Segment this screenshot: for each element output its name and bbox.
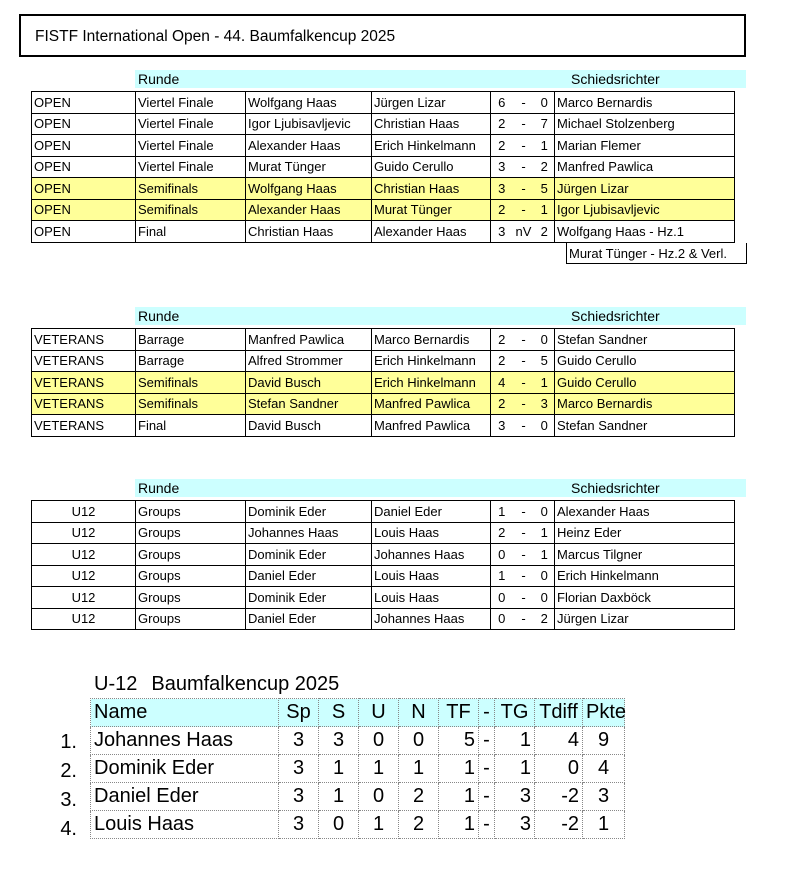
match-row	[32, 415, 735, 437]
score1-cell: 0	[491, 587, 513, 609]
standings-pkte-cell: 3	[583, 783, 625, 811]
standings-tf-cell: 5	[439, 727, 479, 755]
standings-sp-cell: 3	[279, 811, 319, 839]
score-separator: -	[513, 178, 535, 200]
round-cell: Groups	[136, 544, 246, 566]
match-row	[32, 544, 735, 566]
referee-cell: Florian Daxböck	[555, 587, 735, 609]
player1-cell: Alexander Haas	[246, 199, 372, 221]
referee-cell: Manfred Pawlica	[555, 156, 735, 178]
referee-cell: Marian Flemer	[555, 135, 735, 157]
category-cell: VETERANS	[32, 350, 136, 372]
round-cell: Semifinals	[136, 199, 246, 221]
rank-label: 4.	[60, 818, 77, 840]
score2-cell: 5	[535, 350, 555, 372]
standings-s-cell: 1	[319, 755, 359, 783]
extra-referee-note: Murat Tünger - Hz.2 & Verl.	[566, 243, 747, 264]
player2-cell: Manfred Pawlica	[372, 415, 491, 437]
standings-sep-cell: -	[479, 811, 495, 839]
match-row	[32, 178, 735, 200]
category-cell: VETERANS	[32, 415, 136, 437]
standings-sep-cell: -	[479, 755, 495, 783]
player2-cell: Alexander Haas	[372, 221, 491, 243]
category-cell: OPEN	[32, 92, 136, 114]
standings-n-cell: 2	[399, 811, 439, 839]
score-separator: -	[513, 372, 535, 394]
standings-sep-cell: -	[479, 727, 495, 755]
column-header: Pkte	[583, 699, 625, 727]
score1-cell: 3	[491, 221, 513, 243]
standings-title	[94, 673, 339, 696]
player1-cell: Wolfgang Haas	[246, 92, 372, 114]
rank-label: 2.	[60, 760, 77, 782]
player2-cell: Johannes Haas	[372, 608, 491, 630]
standings-sp-cell: 3	[279, 783, 319, 811]
score-separator: -	[513, 544, 535, 566]
round-cell: Barrage	[136, 350, 246, 372]
standings-title-category: U-12	[94, 673, 138, 695]
category-cell: U12	[32, 522, 136, 544]
score2-cell: 5	[535, 178, 555, 200]
round-cell: Groups	[136, 501, 246, 523]
standings-tf-cell: 1	[439, 811, 479, 839]
rank-label: 1.	[60, 731, 77, 753]
referee-cell: Alexander Haas	[555, 501, 735, 523]
round-cell: Groups	[136, 587, 246, 609]
standings-tf-cell: 1	[439, 755, 479, 783]
player2-cell: Christian Haas	[372, 178, 491, 200]
match-row	[32, 501, 735, 523]
player1-cell: Igor Ljubisavljevic	[246, 113, 372, 135]
category-cell: OPEN	[32, 156, 136, 178]
open-matches-table	[31, 91, 735, 243]
player2-cell: Louis Haas	[372, 587, 491, 609]
standings-pkte-cell: 4	[583, 755, 625, 783]
column-header: Tdiff	[535, 699, 583, 727]
referee-cell: Marco Bernardis	[555, 393, 735, 415]
match-row	[32, 113, 735, 135]
referee-cell: Heinz Eder	[555, 522, 735, 544]
column-header: -	[479, 699, 495, 727]
standings-s-cell: 3	[319, 727, 359, 755]
column-header: U	[359, 699, 399, 727]
score1-cell: 6	[491, 92, 513, 114]
column-header: TG	[495, 699, 535, 727]
standings-name-cell: Daniel Eder	[91, 783, 279, 811]
round-cell: Groups	[136, 565, 246, 587]
player1-cell: Dominik Eder	[246, 587, 372, 609]
score1-cell: 3	[491, 156, 513, 178]
standings-name-cell: Johannes Haas	[91, 727, 279, 755]
standings-row	[91, 811, 625, 839]
standings-tf-cell: 1	[439, 783, 479, 811]
player1-cell: Johannes Haas	[246, 522, 372, 544]
standings-tdiff-cell: 4	[535, 727, 583, 755]
standings-pkte-cell: 9	[583, 727, 625, 755]
veterans-header	[135, 307, 746, 325]
score2-cell: 0	[535, 329, 555, 351]
match-row	[32, 608, 735, 630]
score2-cell: 0	[535, 565, 555, 587]
referee-cell: Jürgen Lizar	[555, 608, 735, 630]
match-row	[32, 156, 735, 178]
round-cell: Groups	[136, 522, 246, 544]
player1-cell: David Busch	[246, 372, 372, 394]
standings-n-cell: 2	[399, 783, 439, 811]
round-header: Runde	[138, 480, 180, 496]
score1-cell: 2	[491, 199, 513, 221]
player2-cell: Erich Hinkelmann	[372, 350, 491, 372]
standings-u-cell: 1	[359, 811, 399, 839]
standings-tg-cell: 1	[495, 755, 535, 783]
score1-cell: 0	[491, 608, 513, 630]
score-separator: -	[513, 156, 535, 178]
score1-cell: 2	[491, 350, 513, 372]
score-separator: -	[513, 608, 535, 630]
category-cell: OPEN	[32, 221, 136, 243]
open-header	[135, 70, 746, 88]
score-separator: -	[513, 415, 535, 437]
player2-cell: Erich Hinkelmann	[372, 135, 491, 157]
round-cell: Final	[136, 221, 246, 243]
standings-sp-cell: 3	[279, 755, 319, 783]
round-cell: Semifinals	[136, 372, 246, 394]
standings-tdiff-cell: -2	[535, 783, 583, 811]
category-cell: OPEN	[32, 178, 136, 200]
match-row	[32, 350, 735, 372]
referee-header: Schiedsrichter	[571, 480, 660, 496]
score-separator: -	[513, 501, 535, 523]
player1-cell: Dominik Eder	[246, 501, 372, 523]
score1-cell: 4	[491, 372, 513, 394]
match-row	[32, 199, 735, 221]
player1-cell: Daniel Eder	[246, 565, 372, 587]
player1-cell: Dominik Eder	[246, 544, 372, 566]
score-separator: -	[513, 522, 535, 544]
round-cell: Groups	[136, 608, 246, 630]
score1-cell: 1	[491, 501, 513, 523]
score-separator: -	[513, 393, 535, 415]
standings-u-cell: 0	[359, 783, 399, 811]
score2-cell: 0	[535, 92, 555, 114]
score-separator: -	[513, 587, 535, 609]
match-row	[32, 92, 735, 114]
score2-cell: 2	[535, 608, 555, 630]
standings-header-row	[91, 699, 625, 727]
standings-n-cell: 0	[399, 727, 439, 755]
match-row	[32, 329, 735, 351]
column-header: N	[399, 699, 439, 727]
standings-row	[91, 755, 625, 783]
player1-cell: Alexander Haas	[246, 135, 372, 157]
score1-cell: 2	[491, 113, 513, 135]
score-separator: -	[513, 199, 535, 221]
category-cell: VETERANS	[32, 372, 136, 394]
column-header: Name	[91, 699, 279, 727]
category-cell: OPEN	[32, 199, 136, 221]
category-cell: U12	[32, 608, 136, 630]
referee-cell: Guido Cerullo	[555, 350, 735, 372]
score1-cell: 3	[491, 178, 513, 200]
category-cell: VETERANS	[32, 329, 136, 351]
score1-cell: 2	[491, 135, 513, 157]
standings-row	[91, 783, 625, 811]
score-separator: -	[513, 92, 535, 114]
referee-header: Schiedsrichter	[571, 308, 660, 324]
score2-cell: 1	[535, 544, 555, 566]
standings-tg-cell: 1	[495, 727, 535, 755]
standings-sep-cell: -	[479, 783, 495, 811]
category-cell: U12	[32, 544, 136, 566]
standings-name-cell: Louis Haas	[91, 811, 279, 839]
category-cell: U12	[32, 501, 136, 523]
standings-table	[90, 698, 625, 839]
player2-cell: Murat Tünger	[372, 199, 491, 221]
player1-cell: Murat Tünger	[246, 156, 372, 178]
referee-cell: Guido Cerullo	[555, 372, 735, 394]
referee-cell: Stefan Sandner	[555, 415, 735, 437]
score2-cell: 1	[535, 522, 555, 544]
standings-u-cell: 1	[359, 755, 399, 783]
standings-n-cell: 1	[399, 755, 439, 783]
round-cell: Barrage	[136, 329, 246, 351]
standings-tg-cell: 3	[495, 783, 535, 811]
column-header: Sp	[279, 699, 319, 727]
score1-cell: 2	[491, 393, 513, 415]
referee-cell: Michael Stolzenberg	[555, 113, 735, 135]
category-cell: OPEN	[32, 135, 136, 157]
player1-cell: Christian Haas	[246, 221, 372, 243]
category-cell: VETERANS	[32, 393, 136, 415]
score-separator: -	[513, 565, 535, 587]
score1-cell: 0	[491, 544, 513, 566]
round-cell: Semifinals	[136, 178, 246, 200]
veterans-matches-table	[31, 328, 735, 437]
score2-cell: 2	[535, 156, 555, 178]
score2-cell: 1	[535, 135, 555, 157]
match-row	[32, 135, 735, 157]
referee-cell: Wolfgang Haas - Hz.1	[555, 221, 735, 243]
referee-cell: Jürgen Lizar	[555, 178, 735, 200]
standings-title-event: Baumfalkencup 2025	[151, 673, 340, 695]
score1-cell: 2	[491, 522, 513, 544]
standings-u-cell: 0	[359, 727, 399, 755]
referee-cell: Erich Hinkelmann	[555, 565, 735, 587]
score2-cell: 3	[535, 393, 555, 415]
score2-cell: 0	[535, 501, 555, 523]
player2-cell: Jürgen Lizar	[372, 92, 491, 114]
score1-cell: 1	[491, 565, 513, 587]
round-cell: Viertel Finale	[136, 92, 246, 114]
player2-cell: Louis Haas	[372, 522, 491, 544]
match-row	[32, 565, 735, 587]
player2-cell: Erich Hinkelmann	[372, 372, 491, 394]
round-cell: Viertel Finale	[136, 156, 246, 178]
player1-cell: Stefan Sandner	[246, 393, 372, 415]
match-row	[32, 587, 735, 609]
referee-cell: Stefan Sandner	[555, 329, 735, 351]
player1-cell: Wolfgang Haas	[246, 178, 372, 200]
standings-tg-cell: 3	[495, 811, 535, 839]
score-separator: -	[513, 350, 535, 372]
player1-cell: David Busch	[246, 415, 372, 437]
player1-cell: Alfred Strommer	[246, 350, 372, 372]
match-row	[32, 221, 735, 243]
referee-cell: Igor Ljubisavljevic	[555, 199, 735, 221]
player1-cell: Daniel Eder	[246, 608, 372, 630]
player2-cell: Christian Haas	[372, 113, 491, 135]
score-separator: -	[513, 113, 535, 135]
match-row	[32, 522, 735, 544]
round-cell: Semifinals	[136, 393, 246, 415]
score2-cell: 1	[535, 372, 555, 394]
standings-row	[91, 727, 625, 755]
category-cell: OPEN	[32, 113, 136, 135]
score2-cell: 0	[535, 587, 555, 609]
page-title-box	[19, 14, 746, 57]
score1-cell: 3	[491, 415, 513, 437]
round-cell: Viertel Finale	[136, 113, 246, 135]
rank-label: 3.	[60, 789, 77, 811]
match-row	[32, 372, 735, 394]
column-header: TF	[439, 699, 479, 727]
score-separator: nV	[513, 221, 535, 243]
round-cell: Viertel Finale	[136, 135, 246, 157]
standings-sp-cell: 3	[279, 727, 319, 755]
player2-cell: Louis Haas	[372, 565, 491, 587]
referee-header: Schiedsrichter	[571, 71, 660, 87]
score2-cell: 1	[535, 199, 555, 221]
round-cell: Final	[136, 415, 246, 437]
score2-cell: 7	[535, 113, 555, 135]
player2-cell: Marco Bernardis	[372, 329, 491, 351]
match-row	[32, 393, 735, 415]
round-header: Runde	[138, 71, 180, 87]
score1-cell: 2	[491, 329, 513, 351]
player2-cell: Johannes Haas	[372, 544, 491, 566]
player1-cell: Manfred Pawlica	[246, 329, 372, 351]
referee-cell: Marcus Tilgner	[555, 544, 735, 566]
standings-tdiff-cell: 0	[535, 755, 583, 783]
standings-tdiff-cell: -2	[535, 811, 583, 839]
standings-s-cell: 0	[319, 811, 359, 839]
referee-cell: Marco Bernardis	[555, 92, 735, 114]
category-cell: U12	[32, 565, 136, 587]
score2-cell: 0	[535, 415, 555, 437]
u12-header	[135, 479, 746, 497]
u12-matches-table	[31, 500, 735, 630]
category-cell: U12	[32, 587, 136, 609]
page-title: FISTF International Open - 44. Baumfalkencup 2025	[35, 28, 396, 45]
standings-s-cell: 1	[319, 783, 359, 811]
score-separator: -	[513, 329, 535, 351]
standings-name-cell: Dominik Eder	[91, 755, 279, 783]
score-separator: -	[513, 135, 535, 157]
player2-cell: Manfred Pawlica	[372, 393, 491, 415]
round-header: Runde	[138, 308, 180, 324]
score2-cell: 2	[535, 221, 555, 243]
standings-pkte-cell: 1	[583, 811, 625, 839]
player2-cell: Daniel Eder	[372, 501, 491, 523]
column-header: S	[319, 699, 359, 727]
player2-cell: Guido Cerullo	[372, 156, 491, 178]
